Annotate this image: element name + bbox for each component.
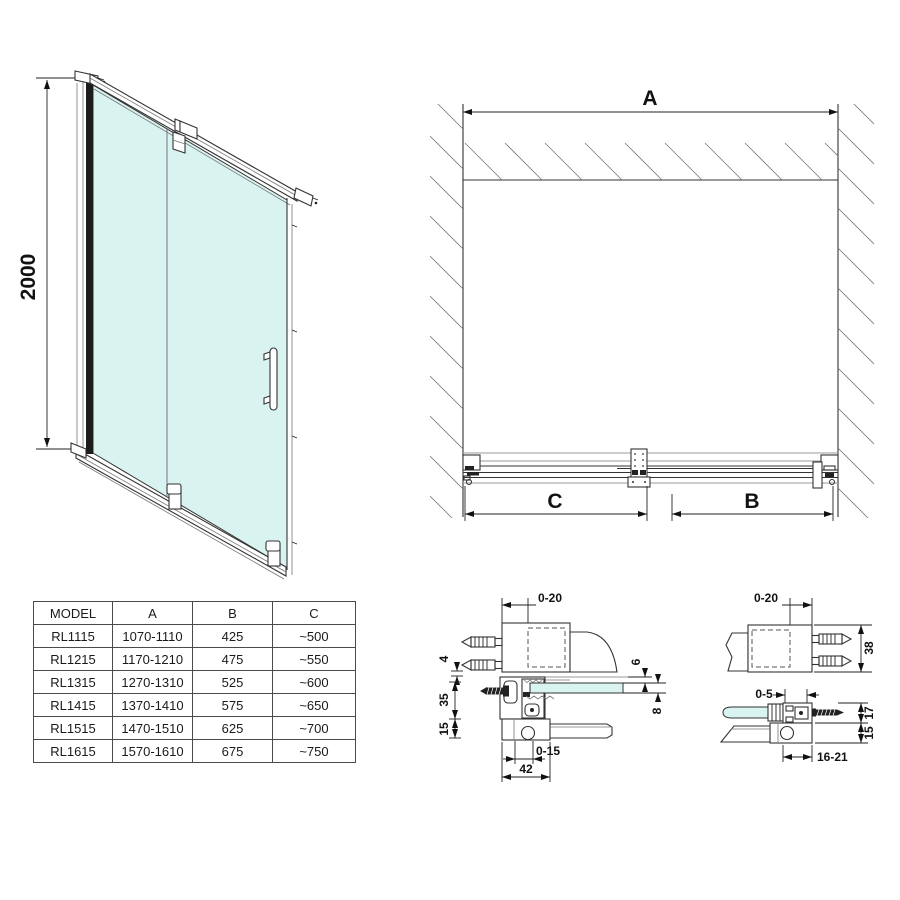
door-track-section	[463, 449, 838, 488]
header-model: MODEL	[34, 602, 113, 625]
svg-text:6: 6	[629, 658, 643, 666]
table-cell: 1170-1210	[113, 648, 193, 671]
dim-a-label: A	[642, 87, 658, 110]
table-cell: 1070-1110	[113, 625, 193, 648]
glass-section	[530, 683, 623, 693]
dim-0-20-right: 0-20	[753, 591, 779, 605]
dimension-body-35	[437, 682, 461, 719]
dimension-c	[465, 486, 647, 521]
cover-profile	[570, 632, 617, 672]
table-cell: RL1515	[34, 717, 113, 740]
dimension-15	[815, 723, 876, 743]
dimension-gap-4	[437, 655, 463, 684]
svg-text:17: 17	[862, 706, 876, 720]
svg-text:0-15: 0-15	[536, 744, 561, 758]
table-row	[34, 694, 356, 717]
right-frame-edge	[287, 198, 297, 575]
perspective-drawing	[17, 65, 330, 580]
dim-0-20-left: 0-20	[537, 591, 563, 605]
wall-anchor-4	[812, 656, 851, 666]
table-cell: 1370-1410	[113, 694, 193, 717]
table-cell: ~750	[273, 740, 356, 763]
table-cell: 1470-1510	[113, 717, 193, 740]
table-cell: 575	[193, 694, 273, 717]
fixing-screw	[480, 686, 509, 697]
table-cell: ~700	[273, 717, 356, 740]
profile-base	[502, 719, 550, 740]
wall-anchor-1	[462, 637, 502, 647]
svg-text:38: 38	[862, 641, 876, 655]
svg-text:42: 42	[519, 762, 533, 776]
table-cell: RL1115	[34, 625, 113, 648]
dimension-floor-15	[437, 719, 461, 738]
height-dim-label: 2000	[17, 253, 40, 301]
broken-plate	[726, 633, 748, 671]
table-cell: ~550	[273, 648, 356, 671]
detail-closing-profile	[721, 591, 876, 764]
svg-text:8: 8	[650, 707, 664, 715]
dim-b-label: B	[744, 490, 760, 513]
detail-wall-profile	[437, 591, 666, 782]
table-row	[34, 717, 356, 740]
floor-guide-1	[167, 484, 181, 509]
table-cell: 625	[193, 717, 273, 740]
table-cell: 675	[193, 740, 273, 763]
dimension-width-16-21	[783, 745, 848, 764]
table-row	[34, 625, 356, 648]
seal-profile	[768, 704, 783, 721]
detail-sections	[437, 585, 900, 800]
table-row	[34, 648, 356, 671]
closing-base	[770, 723, 812, 743]
table-cell: 475	[193, 648, 273, 671]
door-bottom-bar	[721, 726, 770, 742]
floor-guide-2	[266, 541, 280, 566]
table-row	[34, 671, 356, 694]
wall-anchor-3	[812, 634, 851, 644]
rail-end-cap	[294, 188, 313, 206]
dimension-inset-6	[628, 658, 652, 691]
closing-bracket	[783, 703, 812, 723]
dimension-adjust-0-15	[503, 741, 560, 764]
dim-c-label: C	[547, 490, 563, 513]
table-cell: ~600	[273, 671, 356, 694]
table-header-row	[34, 602, 356, 625]
centre-bracket	[628, 449, 650, 487]
table-cell: RL1315	[34, 671, 113, 694]
table-cell: ~500	[273, 625, 356, 648]
wall-left	[430, 96, 463, 529]
glass-panel	[93, 85, 287, 568]
door-bottom-rail	[550, 724, 612, 738]
dimension-b	[672, 486, 833, 521]
svg-text:4: 4	[437, 655, 451, 663]
table-cell: RL1615	[34, 740, 113, 763]
table-cell: 1270-1310	[113, 671, 193, 694]
wall-right	[838, 88, 874, 524]
wall-anchor-2	[462, 660, 502, 670]
table-row	[34, 740, 356, 763]
table-cell: 425	[193, 625, 273, 648]
wall-top	[463, 143, 862, 180]
table-cell: RL1415	[34, 694, 113, 717]
size-table	[33, 601, 356, 763]
table-cell: ~650	[273, 694, 356, 717]
dimension-gap-0-5	[755, 687, 819, 703]
end-hardware-right	[813, 462, 835, 488]
table-cell: 525	[193, 671, 273, 694]
dimension-glass-8	[623, 675, 666, 714]
header-a: A	[113, 602, 193, 625]
plan-view-drawing	[425, 80, 900, 530]
glass-section-2	[723, 707, 768, 718]
svg-text:16-21: 16-21	[817, 750, 848, 764]
header-b: B	[193, 602, 273, 625]
svg-text:15: 15	[437, 722, 451, 736]
svg-text:0-5: 0-5	[755, 687, 773, 701]
svg-text:35: 35	[437, 693, 451, 707]
bracket-screw	[812, 709, 844, 717]
table-cell: 1570-1610	[113, 740, 193, 763]
header-c: C	[273, 602, 356, 625]
model-dimensions-table	[33, 601, 356, 763]
dimension-a	[463, 87, 838, 112]
table-cell: RL1215	[34, 648, 113, 671]
svg-text:15: 15	[862, 726, 876, 740]
height-dimension	[17, 78, 78, 449]
